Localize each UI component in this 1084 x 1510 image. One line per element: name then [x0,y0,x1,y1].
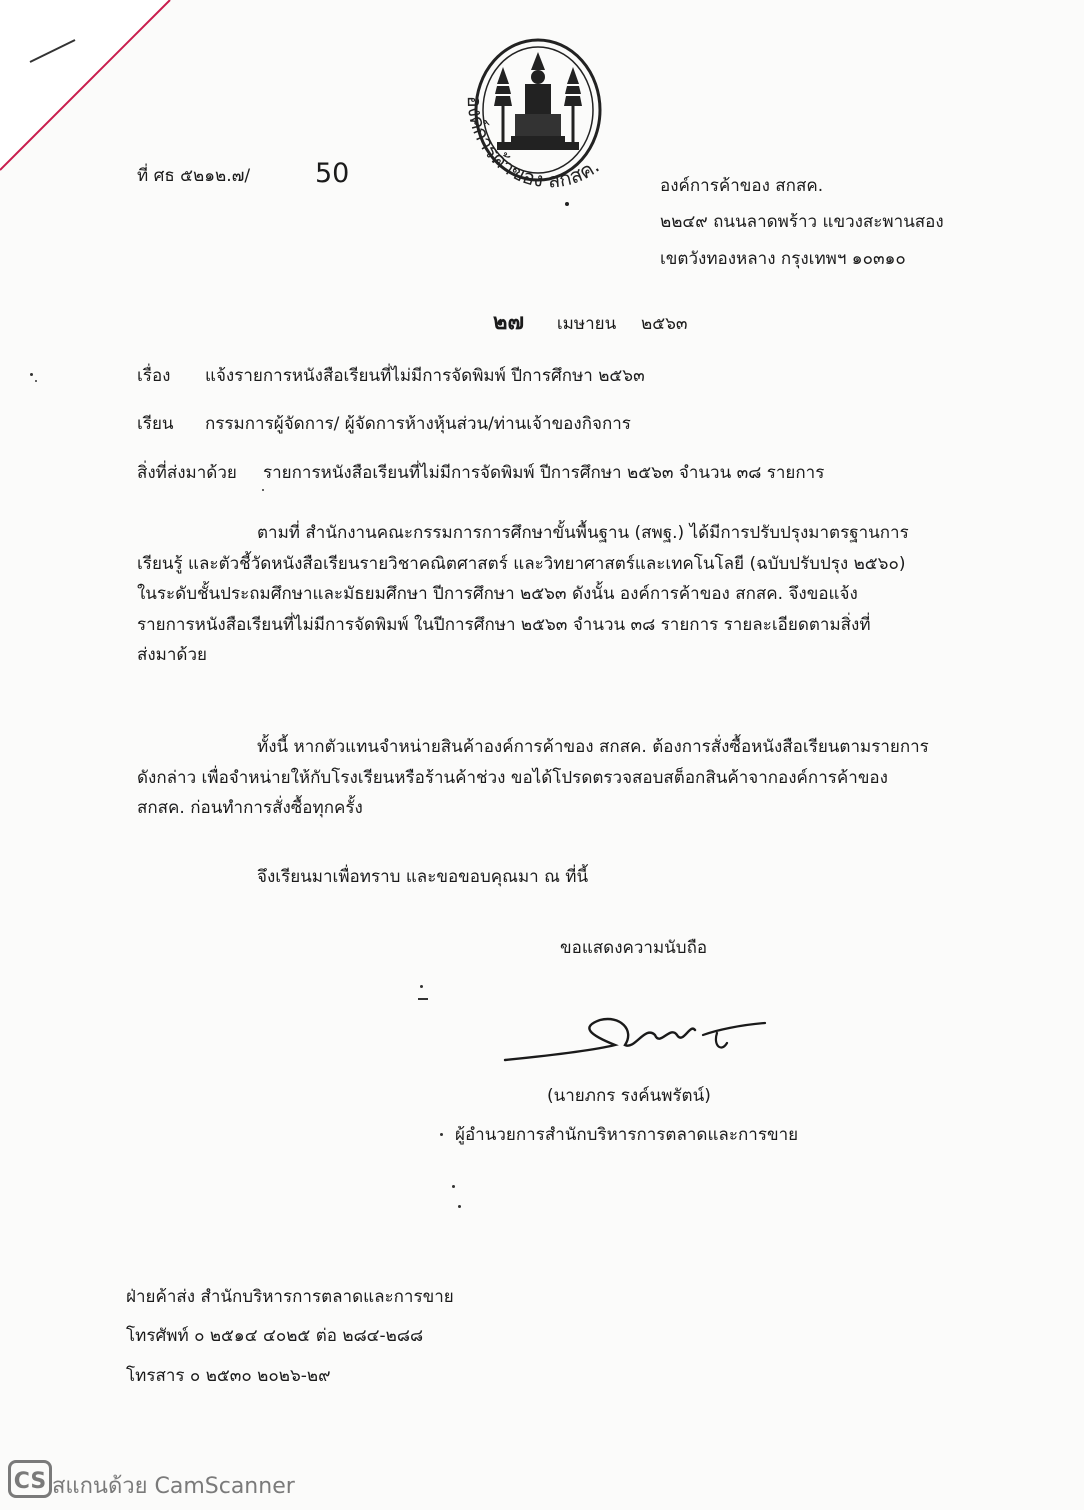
recipient-label: เรียน [137,414,174,434]
signatory-position: ผู้อำนวยการสำนักบริหารการตลาดและการขาย [455,1125,799,1145]
subject-value: แจ้งรายการหนังสือเรียนที่ไม่มีการจัดพิมพ์ ปีการศึกษา ๒๕๖๓ [205,366,645,386]
handwritten-signature [495,1005,775,1075]
signatory-name: (นายภกร รงค์นพรัตน์) [547,1086,711,1106]
letter-date [493,304,688,339]
date-month: เมษายน [556,314,617,334]
svg-text:องค์การค้าของ สกสค.: องค์การค้าของ สกสค. [462,95,604,193]
body-paragraph-1-line-1: ตามที่ สำนักงานคณะกรรมการการศึกษาขั้นพื้นฐาน (สพฐ.) ได้มีการปรับปรุงมาตรฐานการ [257,523,909,543]
subject-label: เรื่อง [137,366,171,386]
body-paragraph-1-line-3: ในระดับชั้นประถมศึกษาและมัธยมศึกษา ปีการศึกษา ๒๕๖๓ ดังนั้น องค์การค้าของ สกสค. จึงขอแจ้ง [137,584,858,604]
sender-district: เขตวังทองหลาง กรุงเทพฯ ๑๐๓๑๐ [660,249,906,269]
date-year: ๒๕๖๓ [641,314,688,334]
body-paragraph-1-line-2: เรียนรู้ และตัวชี้วัดหนังสือเรียนรายวิชาคณิตศาสตร์ และวิทยาศาสตร์และเทคโนโลยี (ฉบับปรับปรุง ๒๕๖๐) [137,553,906,574]
enclosure-value: รายการหนังสือเรียนที่ไม่มีการจัดพิมพ์ ปีการศึกษา ๒๕๖๓ จำนวน ๓๘ รายการ [263,463,825,483]
recipient-value: กรรมการผู้จัดการ/ ผู้จัดการห้างหุ้นส่วน/ท่านเจ้าของกิจการ [205,414,631,434]
sender-org: องค์การค้าของ สกสค. [660,176,824,196]
body-paragraph-2-line-1: ทั้งนี้ หากตัวแทนจำหน่ายสินค้าองค์การค้าของ สกสค. ต้องการสั่งซื้อหนังสือเรียนตามรายการ [257,737,929,757]
body-paragraph-2 [137,732,973,824]
footer-department: ฝ่ายค้าส่ง สำนักบริหารการตลาดและการขาย [126,1287,454,1307]
footer-phone: โทรศัพท์ ๐ ๒๕๑๔ ๔๐๒๕ ต่อ ๒๘๔-๒๘๘ [126,1326,424,1346]
sender-street: ๒๒๔๙ ถนนลาดพร้าว แขวงสะพานสอง [660,212,944,232]
footer-fax: โทรสาร ๐ ๒๕๓๐ ๒๐๒๖-๒๙ [126,1366,331,1386]
camscanner-logo-icon: CS [8,1460,52,1498]
camscanner-watermark: สแกนด้วย CamScanner [52,1474,295,1499]
enclosure-label: สิ่งที่ส่งมาด้วย [137,463,237,483]
body-paragraph-2-line-3: สกสค. ก่อนทำการสั่งซื้อทุกครั้ง [137,798,363,818]
seal-curved-text [430,20,660,220]
document-number: 50 [315,158,350,189]
folded-corner [0,0,180,180]
body-paragraph-1 [137,518,973,671]
body-paragraph-2-line-2: ดังกล่าว เพื่อจำหน่ายให้กับโรงเรียนหรือร้านค้าช่วง ขอได้โปรดตรวจสอบสต็อกสินค้าจากองค์การค้าของ [137,767,888,788]
valediction: ขอแสดงความนับถือ [560,938,708,958]
date-day: ๒๗ [493,310,525,335]
document-number-label: ที่ ศธ ๕๒๑๒.๗/ [137,166,251,186]
body-paragraph-1-line-4: รายการหนังสือเรียนที่ไม่มีการจัดพิมพ์ ในปีการศึกษา ๒๕๖๓ จำนวน ๓๘ รายการ รายละเอียดตามสิ่งที่ [137,614,871,635]
closing-sentence: จึงเรียนมาเพื่อทราบ และขอขอบคุณมา ณ ที่นี้ [257,867,589,887]
body-paragraph-1-line-5: ส่งมาด้วย [137,645,207,665]
